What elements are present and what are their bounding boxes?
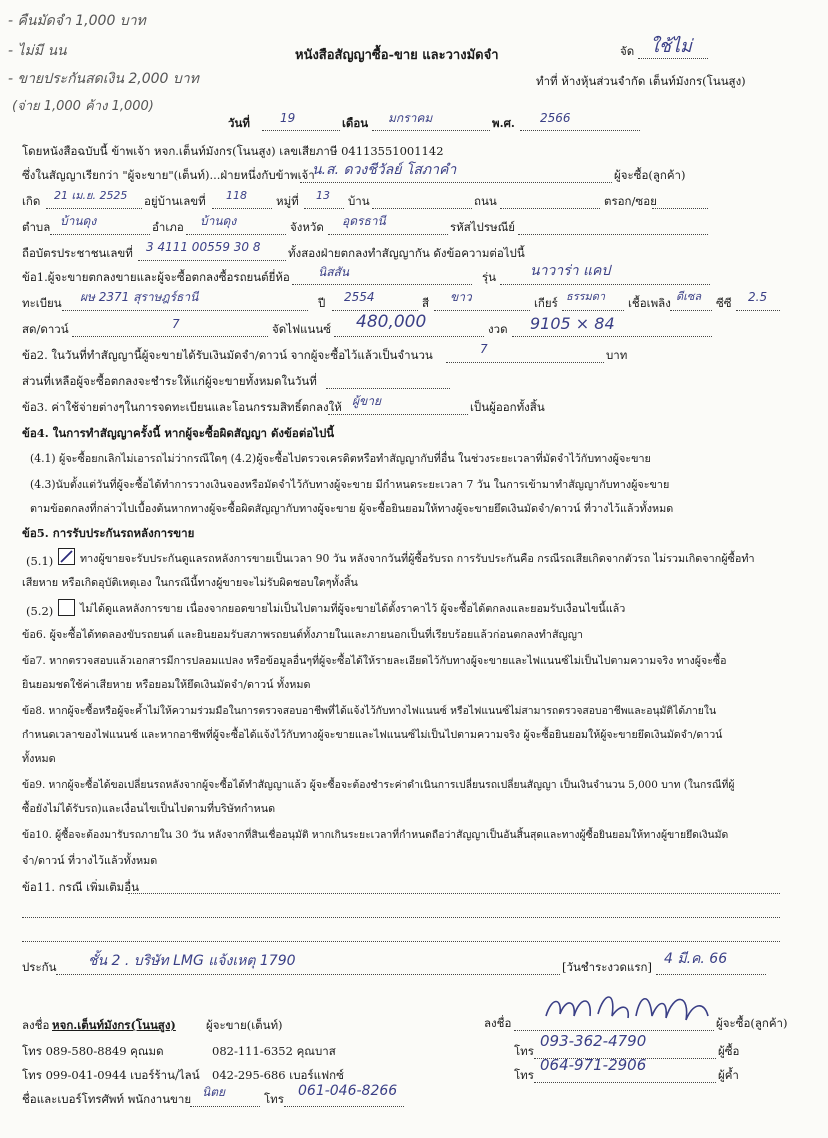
buyer-name-line bbox=[300, 182, 612, 183]
year-label: พ.ศ. bbox=[492, 116, 515, 130]
reg-line bbox=[62, 310, 308, 311]
handwritten-note-1: - คืนมัดจำ 1,000 บาท bbox=[8, 13, 146, 29]
c4-3a: (4.3)นับตั้งแต่วันที่ผู้จะซื้อได้ทำการวางเงินจองหรือมัดจำไว้กับทางผู้จะขาย มีกำหนดระยะเวลา 7 วัน ในการเข้ามาทำสัญญากับทางผู้จะขาย bbox=[30, 478, 670, 491]
first-payment-label: [วันชำระงวดแรก] bbox=[562, 960, 653, 974]
gear-value: ธรรมดา bbox=[566, 290, 606, 303]
guarantor-role: ผู้ค้ำ bbox=[718, 1068, 739, 1082]
year-line bbox=[520, 130, 640, 131]
vehicle-year-line bbox=[332, 310, 418, 311]
village-line bbox=[372, 208, 472, 209]
c5-1-checkbox[interactable] bbox=[58, 548, 75, 565]
c5-2-num: (5.2) bbox=[26, 604, 54, 618]
moo-line bbox=[304, 208, 344, 209]
day-label: วันที่ bbox=[228, 116, 250, 130]
color-value: ขาว bbox=[450, 290, 472, 304]
c7b: ยินยอมชดใช้ค่าเสียหาย หรือยอมให้ยึดเงินมัดจำ/ดาวน์ ทั้งหมด bbox=[22, 678, 311, 691]
check-mark-icon bbox=[59, 549, 74, 564]
intro-line1: โดยหนังสือฉบับนี้ ข้าพเจ้า หจก.เต็นท์มังกร(โนนสูง) เลขเสียภาษี 04113551001142 bbox=[22, 144, 444, 158]
tel-line-1: โทร 089-580-8849 คุณมด bbox=[22, 1044, 164, 1058]
c11-line2 bbox=[22, 917, 780, 918]
tel-line-4: 042-295-686 เบอร์แฟกซ์ bbox=[212, 1068, 344, 1082]
salesperson-value: นิตย bbox=[202, 1085, 226, 1099]
place-value: ใช้ไม่ bbox=[650, 36, 692, 57]
salesperson-line bbox=[190, 1106, 260, 1107]
id-label: ถือบัตรประชาชนเลขที่ bbox=[22, 246, 133, 260]
c5-1-num: (5.1) bbox=[26, 554, 54, 568]
tel-line-2: 082-111-6352 คุณบาส bbox=[212, 1044, 336, 1058]
place-label: จัด bbox=[620, 44, 635, 58]
model-label: รุ่น bbox=[482, 270, 497, 284]
color-line bbox=[434, 310, 530, 311]
house-line bbox=[212, 208, 272, 209]
tambon-label: ตำบล bbox=[22, 220, 51, 234]
color-label: สี bbox=[422, 296, 430, 310]
c2-amount-line bbox=[446, 362, 604, 363]
c3-pre: ข้อ3. ค่าใช้จ่ายต่างๆในการจดทะเบียนและโอนกรรมสิทธิ์ตกลงให้ bbox=[22, 400, 342, 414]
c8c: ทั้งหมด bbox=[22, 752, 56, 765]
handwritten-note-3: - ขายประกันสดเงิน 2,000 บาท bbox=[8, 71, 199, 87]
sales-tel-line bbox=[284, 1106, 404, 1107]
gear-label: เกียร์ bbox=[534, 296, 558, 310]
guarantor-tel-value: 064-971-2906 bbox=[540, 1056, 647, 1074]
insurance-value: ชั้น 2 . บริษัท LMG แจ้งเหตุ 1790 bbox=[88, 953, 296, 969]
buyer-tel-value: 093-362-4790 bbox=[540, 1032, 647, 1050]
c5-2: ไม่ได้ดูแลหลังการขาย เนื่องจากยอดขายไม่เป็นไปตามที่ผู้จะขายได้ตั้งราคาไว้ ผู้จะซื้อได้ตกลงและยอมรับเงื่อนไขนี้แล้ว bbox=[80, 602, 626, 615]
finance-line bbox=[334, 336, 484, 337]
c3-post: เป็นผู้ออกทั้งสิ้น bbox=[470, 400, 545, 414]
c2-pre: ข้อ2. ในวันที่ทำสัญญานี้ผู้จะขายได้รับเงินมัดจำ/ดาวน์ จากผู้จะซื้อไว้แล้วเป็นจำนวน bbox=[22, 348, 433, 362]
finance-value: 480,000 bbox=[356, 312, 427, 332]
vehicle-year-value: 2554 bbox=[344, 290, 375, 304]
model-line bbox=[500, 284, 710, 285]
id-post: ทั้งสองฝ่ายตกลงทำสัญญากัน ดังข้อความต่อไปนี้ bbox=[288, 246, 525, 260]
moo-value: 13 bbox=[316, 189, 330, 202]
guarantor-tel-label: โทร bbox=[514, 1068, 534, 1082]
fuel-label: เชื้อเพลิง bbox=[628, 296, 671, 310]
born-line bbox=[46, 208, 142, 209]
province-label: จังหวัด bbox=[290, 220, 324, 234]
guarantor-tel-line bbox=[534, 1082, 716, 1083]
tambon-value: บ้านดุง bbox=[60, 214, 97, 228]
c8a: ข้อ8. หากผู้จะซื้อหรือผู้จะค้ำไม่ให้ความร่วมมือในการตรวจสอบอาชีพที่ได้แจ้งไว้กับทางไฟแนนซ์ หรือไฟแนนซ์ไม่สามารถตรวจสอบอาชีพและอนุมัติได้ภายใน bbox=[22, 705, 717, 717]
village-label: บ้าน bbox=[348, 194, 370, 208]
cc-label: ซีซี bbox=[716, 296, 732, 310]
buyer-signature bbox=[540, 986, 714, 1032]
vehicle-year-label: ปี bbox=[318, 296, 326, 310]
install-label: งวด bbox=[488, 322, 508, 336]
c9a: ข้อ9. หากผู้จะซื้อได้ขอเปลี่ยนรถหลังจากผู้จะซื้อได้ทำสัญญาแล้ว ผู้จะซื้อจะต้องชำระค่าดำเนินการเปลี่ยนรถเปลี่ยนสัญญา เป็นเงินจำนวน 5,000 บาท (ในกรณีที่ผู้ bbox=[22, 779, 735, 791]
buyer-name: น.ส. ดวงชีวัลย์ โสภาคำ bbox=[312, 162, 457, 178]
postcode-line bbox=[518, 234, 708, 235]
c7a: ข้อ7. หากตรวจสอบแล้วเอกสารมีการปลอมแปลง หรือข้อมูลอื่นๆที่ผู้จะซื้อได้ให้รายละเอียดไว้กับทางผู้จะขายและไฟแนนซ์ไม่เป็นไปตามความจริง ทางผู้จะซื้อ bbox=[22, 655, 727, 667]
cc-value: 2.5 bbox=[748, 290, 768, 304]
soi-line bbox=[652, 208, 708, 209]
c11: ข้อ11. กรณี เพิ่มเติมอื่น bbox=[22, 880, 140, 894]
down-line bbox=[72, 336, 268, 337]
c6: ข้อ6. ผู้จะซื้อได้ทดลองขับรถยนต์ และยินยอมรับสภาพรถยนต์ทั้งภายในและภายนอกเป็นที่เรียบร้อยแล้วก่อนตกลงทำสัญญา bbox=[22, 628, 583, 641]
install-line bbox=[512, 336, 712, 337]
reg-value: ผษ 2371 สุราษฎร์ธานี bbox=[80, 290, 199, 304]
tambon-line bbox=[50, 234, 150, 235]
seller-name: หจก.เต็นท์มังกร(โนนสูง) bbox=[52, 1018, 176, 1032]
c4-1: (4.1) ผู้จะซื้อยกเลิกไม่เอารถไม่ว่ากรณีใดๆ (4.2)ผู้จะซื้อไปตรวจเครดิตหรือทำสัญญากับที่อื่น ในช่วงระยะเวลาที่มัดจำไว้กับทางผู้จะขาย bbox=[30, 452, 651, 465]
place-line bbox=[638, 58, 708, 59]
install-value: 9105 × 84 bbox=[530, 314, 615, 333]
insurance-label: ประกัน bbox=[22, 960, 57, 974]
c9b: ซื้อยังไม่ได้รับรถ)และเงื่อนไขเป็นไปตามที่บริษัทกำหนด bbox=[22, 802, 276, 815]
road-label: ถนน bbox=[474, 194, 497, 208]
cc-line bbox=[736, 310, 780, 311]
brand-value: นิสสัน bbox=[318, 265, 350, 279]
road-line bbox=[500, 208, 600, 209]
gear-line bbox=[562, 310, 624, 311]
model-value: นาวาร่า แคป bbox=[530, 263, 611, 279]
finance-label: จัดไฟแนนซ์ bbox=[272, 322, 332, 336]
tel-line-3: โทร 099-041-0944 เบอร์ร้าน/ไลน์ bbox=[22, 1068, 200, 1082]
c1-label: ข้อ1.ผู้จะขายตกลงขายและผู้จะซื้อตกลงซื้อรถยนต์ยี่ห้อ bbox=[22, 270, 290, 284]
first-payment-line bbox=[656, 974, 766, 975]
reg-label: ทะเบียน bbox=[22, 296, 62, 310]
c5-1a: ทางผู้ขายจะรับประกันดูแลรถหลังการขายเป็นเวลา 90 วัน หลังจากวันที่ผู้ซื้อรับรถ การรับประกันคือ กรณีรถเสียเกิดจากตัวรถ ไม่รวมเกิดจากผู้ซื้อทำ bbox=[80, 552, 755, 565]
postcode-label: รหัสไปรษณีย์ bbox=[450, 220, 516, 234]
amphoe-label: อำเภอ bbox=[152, 220, 184, 234]
c5-2-checkbox[interactable] bbox=[58, 599, 75, 616]
seller-role: ผู้จะขาย(เต็นท์) bbox=[206, 1018, 283, 1032]
house-value: 118 bbox=[226, 189, 247, 202]
sales-tel-value: 061-046-8266 bbox=[298, 1083, 398, 1099]
moo-label: หมู่ที่ bbox=[276, 194, 299, 208]
down-value: 7 bbox=[172, 317, 180, 331]
buyer-sign-label: ลงชื่อ bbox=[484, 1016, 512, 1030]
c5-1b: เสียหาย หรือเกิดอุบัติเหตุเอง ในกรณีนี้ทางผู้ขายจะไม่รับผิดชอบใดๆทั้งสิ้น bbox=[22, 576, 358, 589]
born-value: 21 เม.ย. 2525 bbox=[54, 189, 128, 202]
month-line bbox=[372, 130, 490, 131]
house-label: อยู่บ้านเลขที่ bbox=[144, 194, 206, 208]
c2-unit: บาท bbox=[606, 348, 628, 362]
year-value: 2566 bbox=[540, 111, 571, 125]
buyer-tel-label: โทร bbox=[514, 1044, 534, 1058]
fuel-line bbox=[670, 310, 712, 311]
c10b: จำ/ดาวน์ ที่วางไว้แล้วทั้งหมด bbox=[22, 854, 158, 867]
amphoe-value: บ้านดุง bbox=[200, 214, 237, 228]
handwritten-note-2: - ไม่มี นน bbox=[8, 43, 67, 59]
c3-party-line bbox=[328, 414, 468, 415]
born-label: เกิด bbox=[22, 194, 41, 208]
fuel-value: ดีเซล bbox=[676, 290, 702, 303]
down-label: สด/ดาวน์ bbox=[22, 322, 69, 336]
c2-line2: ส่วนที่เหลือผู้จะซื้อตกลงจะชำระให้แก่ผู้จะขายทั้งหมดในวันที่ bbox=[22, 374, 317, 388]
document-title: หนังสือสัญญาซื้อ-ขาย และวางมัดจำ bbox=[295, 48, 499, 63]
first-payment-value: 4 มี.ค. 66 bbox=[664, 951, 728, 967]
c8b: กำหนดเวลาของไฟแนนซ์ และหากอาชีพที่ผู้จะซื้อได้แจ้งไว้กับทางผู้จะขายและไฟแนนซ์ไม่เป็นไปตามความจริง ผู้จะซื้อยินยอมให้ผู้จะขายยึดเงินมัดจำ/ดาวน์ bbox=[22, 729, 723, 741]
c5-head: ข้อ5. การรับประกันรถหลังการขาย bbox=[22, 526, 195, 540]
handwritten-note-4: (จ่าย 1,000 ค้าง 1,000) bbox=[12, 99, 154, 114]
month-value: มกราคม bbox=[388, 111, 433, 125]
day-line bbox=[262, 130, 340, 131]
location-text: ทำที่ ห้างหุ้นส่วนจำกัด เต็นท์มังกร(โนนสูง) bbox=[536, 74, 746, 88]
intro-line2-post: ผู้จะซื้อ(ลูกค้า) bbox=[614, 168, 686, 182]
c11-line1 bbox=[128, 893, 780, 894]
province-value: อุดรธานี bbox=[342, 214, 386, 228]
c2-date-line bbox=[326, 388, 450, 389]
id-line bbox=[138, 260, 286, 261]
amphoe-line bbox=[186, 234, 286, 235]
buyer-tel-role: ผู้ซื้อ bbox=[718, 1044, 740, 1058]
province-line bbox=[328, 234, 448, 235]
seller-sign-label: ลงชื่อ bbox=[22, 1018, 50, 1032]
month-label: เดือน bbox=[342, 116, 369, 130]
c10a: ข้อ10. ผู้ซื้อจะต้องมารับรถภายใน 30 วัน หลังจากที่สินเชื่ออนุมัติ หากเกินระยะเวลาที่กำหนดถือว่าสัญญาเป็นอันสิ้นสุดและทางผู้ซื้อยินยอมให้ทางผู้ขายยึดเงินมัด bbox=[22, 829, 729, 841]
soi-label: ตรอก/ซอย bbox=[604, 194, 657, 208]
sales-tel-label: โทร bbox=[264, 1092, 284, 1106]
salesperson-label: ชื่อและเบอร์โทรศัพท์ พนักงานขาย bbox=[22, 1092, 192, 1106]
c4-head: ข้อ4. ในการทำสัญญาครั้งนี้ หากผู้จะซื้อผิดสัญญา ดังข้อต่อไปนี้ bbox=[22, 426, 335, 440]
day-value: 19 bbox=[280, 111, 296, 125]
c11-line3 bbox=[22, 941, 780, 942]
c2-amount: 7 bbox=[480, 342, 488, 356]
insurance-line bbox=[56, 974, 560, 975]
brand-line bbox=[292, 284, 472, 285]
intro-line2-pre: ซึ่งในสัญญาเรียกว่า "ผู้จะขาย"(เต็นท์)...ฝ่ายหนึ่งกับข้าพเจ้า bbox=[22, 168, 315, 182]
buyer-role: ผู้จะซื้อ(ลูกค้า) bbox=[716, 1016, 788, 1030]
c4-3b: ตามข้อตกลงที่กล่าวไปเบื้องต้นหากทางผู้จะซื้อผิดสัญญากับทางผู้จะขาย ผู้จะซื้อยินยอมให้ทางผู้จะขายยึดเงินมัดจำ/ดาวน์ ที่วางไว้แล้วทั้งหมด bbox=[30, 502, 674, 515]
c3-party: ผู้ขาย bbox=[352, 394, 382, 408]
id-value: 3 4111 00559 30 8 bbox=[146, 240, 261, 254]
